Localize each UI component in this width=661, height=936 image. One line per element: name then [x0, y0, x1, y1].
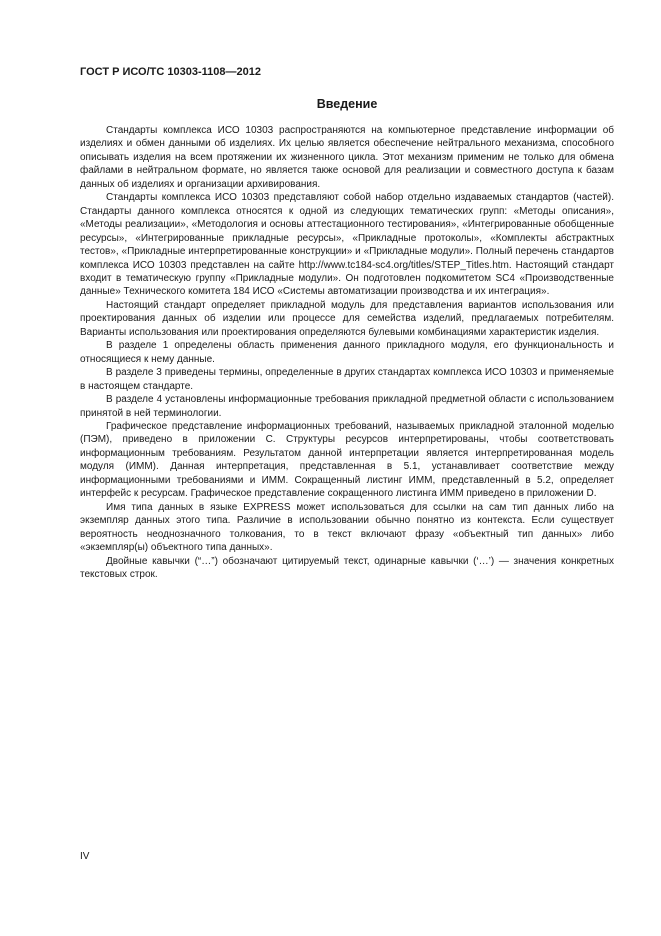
paragraph: Имя типа данных в языке EXPRESS может использоваться для ссылки на сам тип данных либо на экземпляр данных этого типа. Различие в использовании обычно понятно из контекста. Если существует вероятность неоднозначного толкования, то в текст включают фразу «объектный тип данных» либо «экземпляр(ы) объектного типа данных». [80, 501, 614, 554]
paragraph: В разделе 1 определены область применения данного прикладного модуля, его функциональность и относящиеся к нему данные. [80, 340, 614, 365]
page-number: IV [80, 851, 90, 862]
paragraph: В разделе 3 приведены термины, определенные в других стандартах комплекса ИСО 10303 и применяемые в настоящем стандарте. [80, 367, 614, 392]
paragraph: Настоящий стандарт определяет прикладной модуль для представления вариантов использования или проектирования данных об изделии или процессе для семейства изделий, предлагаемых потребителям. Варианты использования или проектирования определяются булевыми комбинациями характеристик изделия. [80, 299, 614, 338]
section-title: Введение [316, 97, 378, 111]
paragraph: Стандарты комплекса ИСО 10303 распространяются на компьютерное представление информации об изделиях и обмен данными об изделиях. Их целью является обеспечение нейтрального механизма, способного описывать изделия на всем протяжении их жизненного цикла. Этот механизм применим не только для обмена файлами в нейтральном формате, но является также основой для реализации и совместного доступа к базам данных об изделиях и организации архивирования. [80, 125, 614, 190]
paragraph: Стандарты комплекса ИСО 10303 представляют собой набор отдельно издаваемых стандартов (частей). Стандарты данного комплекса относятся к одной из следующих тематических групп: «Методы описания», «Методы реализации», «Методология и основы аттестационного тестирования», «Интегрированные обобщенные ресурсы», «Интегрированные прикладные ресурсы», «Прикладные протоколы», «Комплекты абстрактных тестов», «Прикладные интерпретированные конструкции» и «Прикладные модули». Полный перечень стандартов комплекса ИСО 10303 представлен на сайте http://www.tc184-sc4.org/titles/STEP_Titles.htm. Настоящий стандарт входит в тематическую группу «Прикладные модули». Он подготовлен подкомитетом SC4 «Производственные данные» Технического комитета 184 ИСО «Системы автоматизации производства и их интеграция». [80, 192, 614, 298]
paragraph: Двойные кавычки (“…”) обозначают цитируемый текст, одинарные кавычки (‘…’) — значения конкретных текстовых строк. [80, 555, 614, 580]
paragraph: В разделе 4 установлены информационные требования прикладной предметной области с использованием принятой в ней терминологии. [80, 394, 614, 419]
paragraph: Графическое представление информационных требований, называемых прикладной эталонной моделью (ПЭМ), приведено в приложении С. Структуры ресурсов интерпретированы, чтобы соответствовать информационным требованиям. Результатом данной интерпретации является интерпретированная модель модуля (ИММ). Данная интерпретация, представленная в 5.1, устанавливает соответствие между информационными требованиями и ИММ. Сокращенный листинг ИММ, представленный в 5.2, определяет интерфейс к ресурсам. Графическое представление сокращенного листинга ИММ приведено в приложении D. [80, 420, 614, 500]
document-header: ГОСТ Р ИСО/ТС 10303-1108—2012 [80, 66, 261, 78]
section-body [80, 124, 614, 581]
